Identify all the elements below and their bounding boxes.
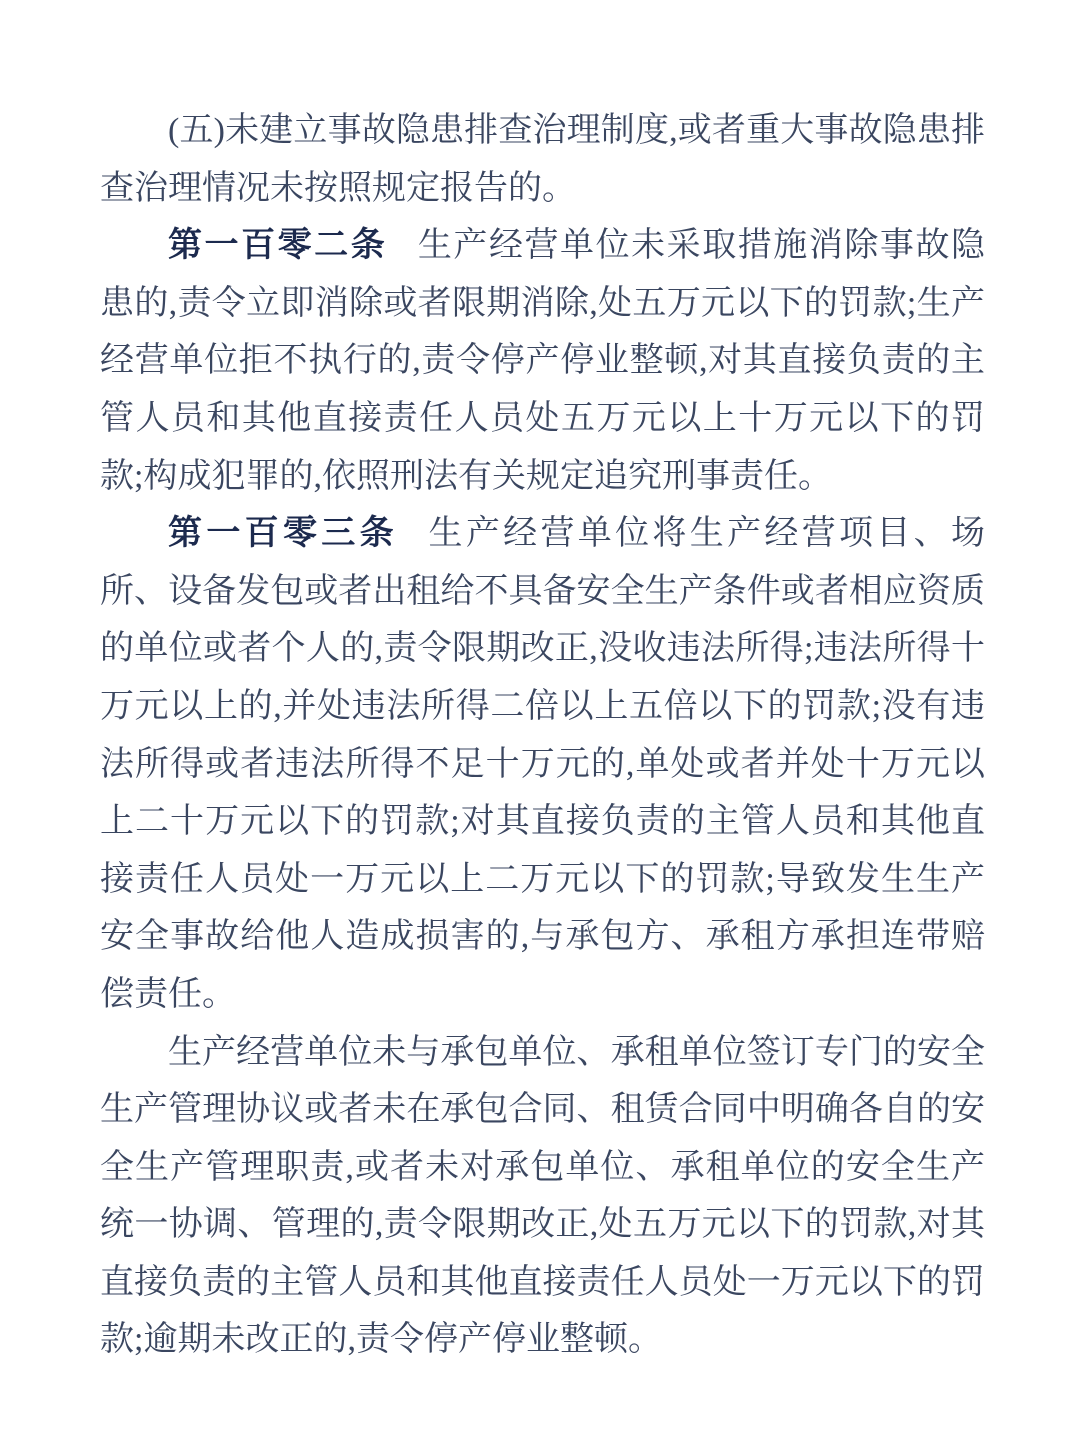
article-103-second-text: 生产经营单位未与承包单位、承租单位签订专门的安全生产管理协议或者未在承包合同、租赁合同中明确各自的安全生产管理职责,或者未对承包单位、承租单位的安全生产统一协调、管理的,责令限期改正,处五万元以下的罚款,对其直接负责的主管人员和其他直接责任人员处一万元以下的罚款;逾期未改正的,责令停产停业整顿。 xyxy=(100,1033,985,1359)
legal-text-block xyxy=(100,102,985,1369)
clause-five-text: (五)未建立事故隐患排查治理制度,或者重大事故隐患排查治理情况未按照规定报告的。 xyxy=(100,112,985,207)
paragraph-article-102 xyxy=(100,217,985,505)
article-103-text: 生产经营单位将生产经营项目、场所、设备发包或者出租给不具备安全生产条件或者相应资质的单位或者个人的,责令限期改正,没收违法所得;违法所得十万元以上的,并处违法所得二倍以上五倍以下的罚款;没有违法所得或者违法所得不足十万元的,单处或者并处十万元以上二十万元以下的罚款;对其直接负责的主管人员和其他直接责任人员处一万元以上二万元以下的罚款;导致发生生产安全事故给他人造成损害的,与承包方、承租方承担连带赔偿责任。 xyxy=(100,515,985,1013)
article-number-102: 第一百零二条 xyxy=(168,226,388,265)
article-number-103: 第一百零三条 xyxy=(168,514,398,553)
paragraph-article-103 xyxy=(100,505,985,1023)
article-102-text: 生产经营单位未采取措施消除事故隐患的,责令立即消除或者限期消除,处五万元以下的罚款;生产经营单位拒不执行的,责令停产停业整顿,对其直接负责的主管人员和其他直接责任人员处五万元以上十万元以下的罚款;构成犯罪的,依照刑法有关规定追究刑事责任。 xyxy=(100,227,986,495)
paragraph-article-103-second xyxy=(100,1024,985,1370)
paragraph-clause-five xyxy=(100,102,985,217)
